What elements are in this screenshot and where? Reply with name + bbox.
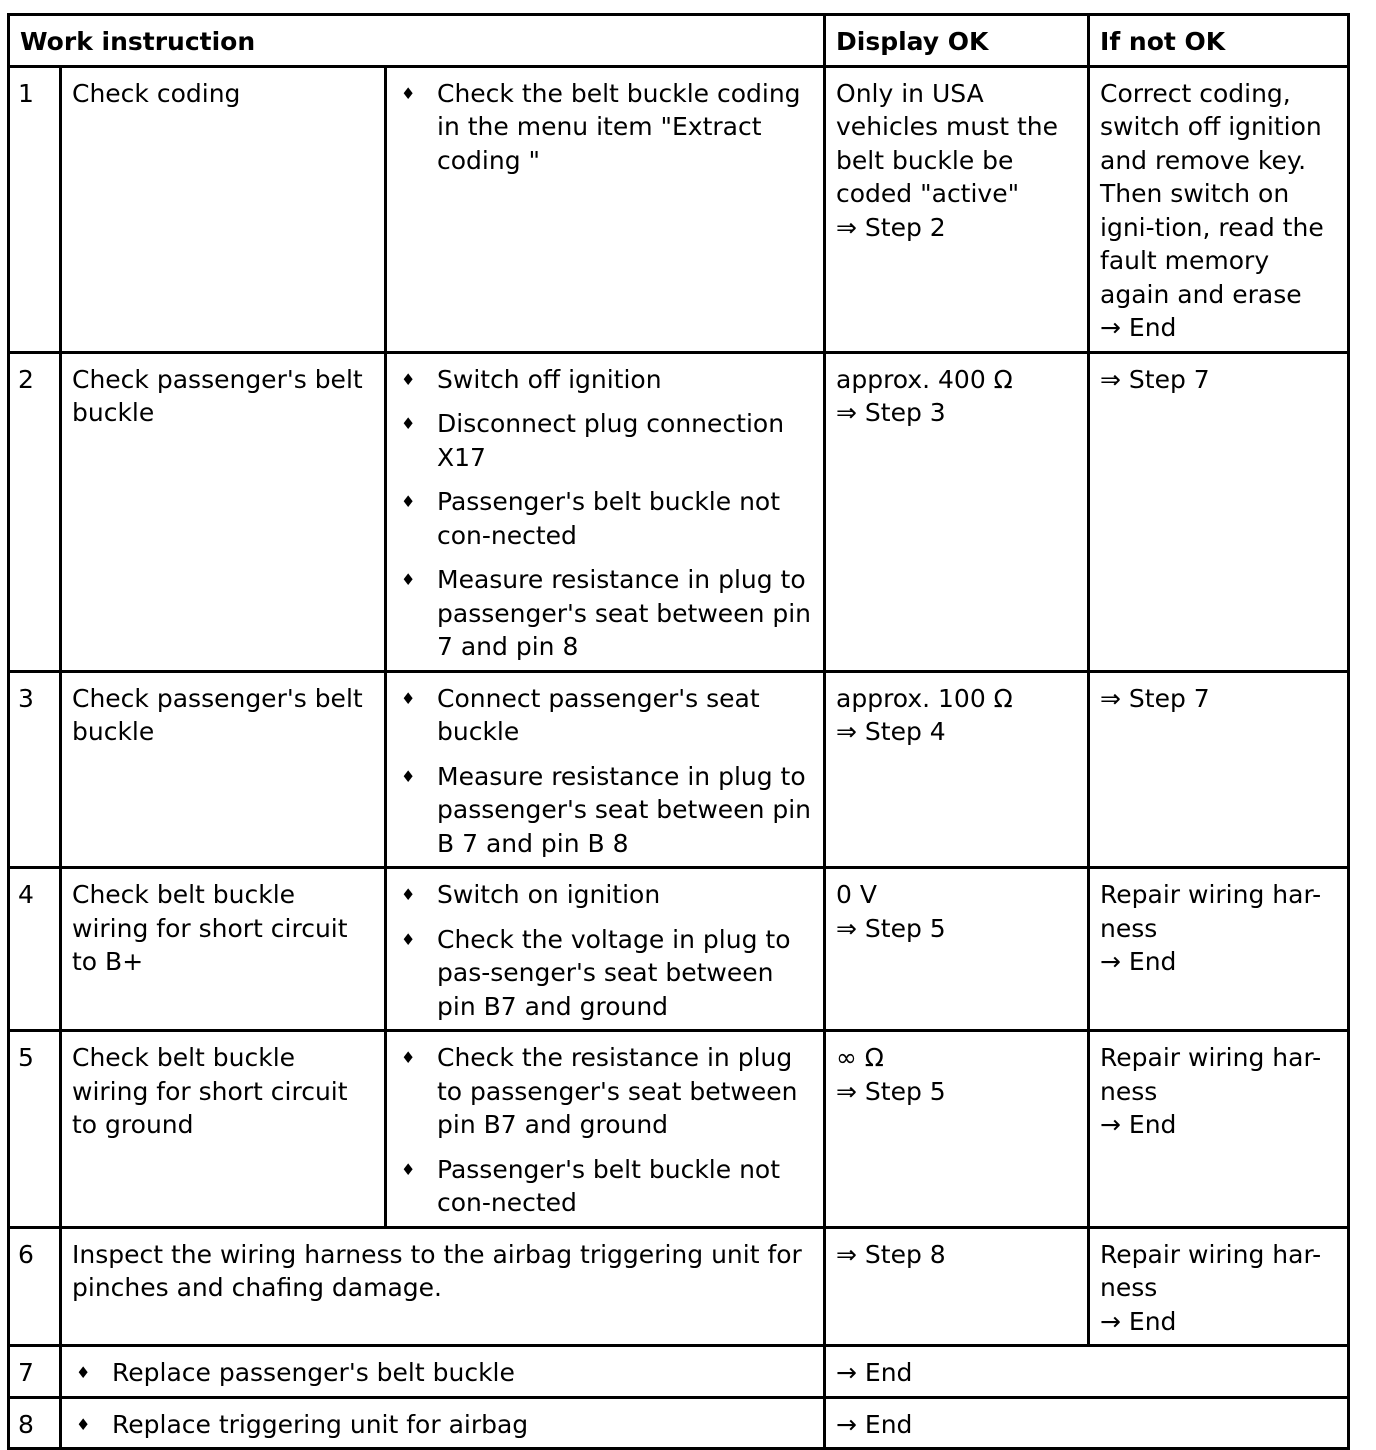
bullet-diamond-icon: ♦	[401, 83, 416, 103]
not-ok-text: Repair wiring har-ness	[1100, 1239, 1322, 1302]
display-ok-cell	[825, 868, 1089, 1031]
not-ok-next: → End	[1100, 1110, 1177, 1139]
not-ok-next: → End	[1100, 947, 1177, 976]
action-item: ♦ Switch on ignition	[397, 878, 813, 912]
bullet-diamond-icon: ♦	[401, 492, 416, 511]
step-row-2	[9, 352, 1349, 671]
not-ok-text: Repair wiring har-ness	[1100, 880, 1322, 943]
step-number: 2	[9, 352, 61, 671]
ok-text: 0 V	[836, 880, 877, 909]
action-item: ♦ Check the belt buckle coding in the menu item "Extract coding "	[401, 78, 801, 175]
step-row-4	[9, 868, 1349, 1031]
bullet-diamond-icon: ♦	[401, 570, 416, 589]
bullet-diamond-icon: ♦	[401, 414, 416, 433]
step-row-8	[9, 1397, 1349, 1449]
bullet-diamond-icon: ♦	[401, 1048, 416, 1067]
ok-text: approx. 100 Ω	[836, 683, 1013, 713]
display-ok-cell	[825, 1227, 1089, 1346]
action-item: ♦ Passenger's belt buckle not con-nected	[401, 1154, 781, 1217]
header-row	[9, 15, 1349, 67]
action-item: ♦ Check the voltage in plug to pas-senger's seat between pin B7 and ground	[401, 924, 791, 1021]
step-actions	[61, 1397, 825, 1449]
action-item: ♦ Replace passenger's belt buckle	[72, 1356, 813, 1390]
not-ok-cell	[1089, 66, 1349, 352]
action-item: ♦ Replace triggering unit for airbag	[72, 1408, 813, 1442]
step-row-1	[9, 66, 1349, 352]
step-row-5	[9, 1031, 1349, 1228]
not-ok-cell	[1089, 1227, 1349, 1346]
not-ok-text: Correct coding, switch off ignition and remove key. Then switch on igni-tion, read the fault memory again and erase	[1100, 78, 1324, 309]
step-actions	[386, 66, 825, 352]
step-row-6	[9, 1227, 1349, 1346]
step-title: Check passenger's belt buckle	[61, 352, 386, 671]
ok-text: ∞ Ω	[836, 1043, 884, 1072]
ok-text: Only in USA vehicles must the belt buckle be coded "active"	[836, 78, 1059, 208]
bullet-diamond-icon: ♦	[401, 688, 416, 708]
ok-next: ⇒ Step 3	[836, 398, 946, 427]
step-actions	[61, 1346, 825, 1398]
step-title: Check passenger's belt buckle	[61, 671, 386, 868]
not-ok-next: ⇒ Step 7	[1100, 683, 1210, 713]
action-item: ♦ Measure resistance in plug to passenger's seat between pin B 7 and pin B 8	[401, 761, 812, 858]
bullet-diamond-icon: ♦	[76, 1414, 91, 1434]
bullet-diamond-icon: ♦	[401, 1159, 416, 1179]
not-ok-cell	[1089, 868, 1349, 1031]
step-number: 7	[9, 1346, 61, 1398]
ok-next: ⇒ Step 8	[836, 1239, 946, 1269]
bullet-diamond-icon: ♦	[76, 1363, 91, 1382]
header-if-not-ok: If not OK	[1089, 15, 1349, 67]
result-cell: → End	[825, 1397, 1349, 1449]
step-row-7	[9, 1346, 1349, 1398]
not-ok-text: Repair wiring har-ness	[1100, 1043, 1322, 1106]
step-actions	[386, 1031, 825, 1228]
step-number: 1	[9, 66, 61, 352]
header-work-instruction: Work instruction	[9, 15, 825, 67]
header-display-ok: Display OK	[825, 15, 1089, 67]
step-number: 3	[9, 671, 61, 868]
ok-next: ⇒ Step 2	[836, 212, 946, 242]
not-ok-next: ⇒ Step 7	[1100, 364, 1210, 394]
action-item: ♦ Connect passenger's seat buckle	[401, 683, 760, 746]
action-item: ♦ Measure resistance in plug to passenger's seat between pin 7 and pin 8	[401, 565, 812, 661]
action-item: ♦ Disconnect plug connection X17	[401, 409, 785, 472]
ok-next: ⇒ Step 5	[836, 1076, 946, 1106]
step-actions	[386, 671, 825, 868]
ok-next: ⇒ Step 4	[836, 717, 946, 746]
step-instruction: Inspect the wiring harness to the airbag triggering unit for pinches and chafing damage.	[61, 1227, 825, 1346]
step-number: 4	[9, 868, 61, 1031]
bullet-diamond-icon: ♦	[401, 369, 416, 389]
bullet-diamond-icon: ♦	[401, 766, 416, 786]
ok-text: approx. 400 Ω	[836, 364, 1013, 394]
not-ok-cell	[1089, 352, 1349, 671]
bullet-diamond-icon: ♦	[401, 885, 416, 904]
step-title: Check coding	[61, 66, 386, 352]
action-item: ♦ Passenger's belt buckle not con-nected	[401, 487, 781, 550]
work-instruction-table	[7, 13, 1350, 1450]
bullet-diamond-icon: ♦	[401, 929, 416, 949]
step-title: Check belt buckle wiring for short circuit to ground	[61, 1031, 386, 1228]
not-ok-cell	[1089, 671, 1349, 868]
step-title: Check belt buckle wiring for short circuit to B+	[61, 868, 386, 1031]
display-ok-cell	[825, 671, 1089, 868]
action-item: ♦ Switch off ignition	[397, 363, 813, 397]
action-item: ♦ Check the resistance in plug to passenger's seat between pin B7 and ground	[401, 1043, 798, 1139]
step-row-3	[9, 671, 1349, 868]
not-ok-cell	[1089, 1031, 1349, 1228]
display-ok-cell	[825, 1031, 1089, 1228]
ok-next: ⇒ Step 5	[836, 913, 946, 943]
step-number: 5	[9, 1031, 61, 1228]
step-actions	[386, 352, 825, 671]
not-ok-next: → End	[1100, 1306, 1177, 1336]
result-cell: → End	[825, 1346, 1349, 1398]
step-number: 8	[9, 1397, 61, 1449]
not-ok-next: → End	[1100, 313, 1177, 342]
step-actions	[386, 868, 825, 1031]
step-number: 6	[9, 1227, 61, 1346]
display-ok-cell	[825, 352, 1089, 671]
display-ok-cell	[825, 66, 1089, 352]
